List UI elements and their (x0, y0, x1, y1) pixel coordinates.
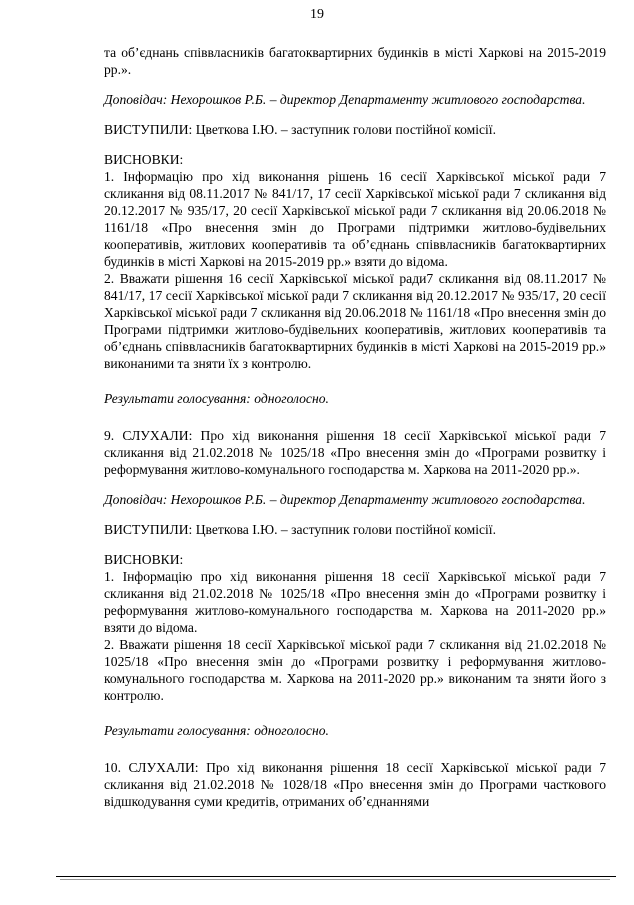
paragraph-spacer (104, 108, 606, 121)
paragraph: ВИСНОВКИ: (104, 552, 184, 567)
paragraph: 2. Вважати рішення 18 сесії Харківської міської ради 7 скликання від 21.02.2018 № 1025/18 «Про внесення змін до «Програми розвитку і реформування житлово-комунального господарства м. Харкова на 2011-2020 рр.» виконаним та зняти його з контролю. (104, 637, 606, 703)
paragraph: Доповідач: Нехорошков Р.Б. – директор Департаменту житлового господарства. (104, 492, 586, 507)
paragraph: Доповідач: Нехорошков Р.Б. – директор Департаменту житлового господарства. (104, 92, 586, 107)
paragraph: 9. СЛУХАЛИ: Про хід виконання рішення 18 сесії Харківської міської ради 7 скликання від 21.02.2018 № 1025/18 «Про внесення змін до «Програми розвитку і реформування житлово-комунального господарства м. Харкова на 2011-2020 рр.». (104, 428, 606, 477)
paragraph: 10. СЛУХАЛИ: Про хід виконання рішення 18 сесії Харківської міської ради 7 скликання від 21.02.2018 № 1028/18 «Про внесення змін до Програми часткового відшкодування суми кредитів, отриманих об’єднаннями (104, 760, 606, 809)
paragraph-spacer (104, 508, 606, 521)
footer-rule (56, 876, 616, 877)
footer-rule-faint (60, 879, 610, 880)
paragraph-spacer (104, 138, 606, 151)
paragraph-spacer (104, 538, 606, 551)
paragraph-spacer (104, 372, 606, 390)
paragraph: ВИСНОВКИ: (104, 152, 184, 167)
page-number: 19 (310, 7, 324, 22)
paragraph-spacer (104, 704, 606, 722)
paragraph-spacer (104, 739, 606, 759)
paragraph-spacer (104, 78, 606, 91)
paragraph: 1. Інформацію про хід виконання рішень 16 сесії Харківської міської ради 7 скликання від 08.11.2017 № 841/17, 17 сесії Харківської міської ради 7 скликання від 20.12.2017 № 935/17, 20 сесії Харківської міської ради 7 скликання від 20.06.2018 № 1161/18 «Про внесення змін до Програми підтримки житлово-будівельних кооперативів, житлових кооперативів та об’єднань співвласників багатоквартирних будинків в місті Харкові на 2015-2019 рр.» взяти до відома. (104, 169, 606, 269)
paragraph: ВИСТУПИЛИ: Цветкова І.Ю. – заступник голови постійної комісії. (104, 522, 496, 537)
paragraph: 2. Вважати рішення 16 сесії Харківської міської ради7 скликання від 08.11.2017 № 841/17, 17 сесії Харківської міської ради 7 скликання від 20.12.2017 № 935/17, 20 сесії Харківської міської ради 7 скликання від 20.06.2018 № 1161/18 «Про внесення змін до Програми підтримки житлово-будівельних кооперативів, житлових кооперативів та об’єднань співвласників багатоквартирних будинків в місті Харкові на 2015-2019 рр.» виконаними та зняти їх з контролю. (104, 271, 606, 371)
paragraph: Результати голосування: одноголосно. (104, 723, 329, 738)
document-body (104, 44, 606, 810)
paragraph-spacer (104, 478, 606, 491)
paragraph: 1. Інформацію про хід виконання рішення 18 сесії Харківської міської ради 7 скликання від 21.02.2018 № 1025/18 «Про внесення змін до «Програми розвитку і реформування житлово-комунального господарства м. Харкова на 2011-2020 рр.» взяти до відома. (104, 569, 606, 635)
paragraph-spacer (104, 407, 606, 427)
paragraph: та об’єднань співвласників багатоквартирних будинків в місті Харкові на 2015-2019 рр.». (104, 45, 606, 77)
paragraph: ВИСТУПИЛИ: Цветкова І.Ю. – заступник голови постійної комісії. (104, 122, 496, 137)
paragraph: Результати голосування: одноголосно. (104, 391, 329, 406)
